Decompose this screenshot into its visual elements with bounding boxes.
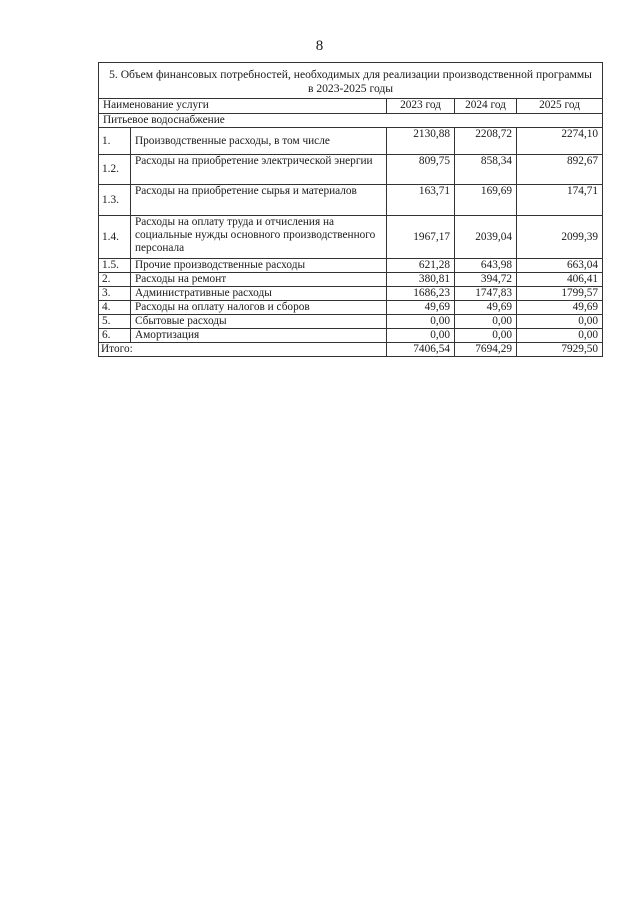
value-2024: 0,00	[455, 329, 517, 343]
row-number: 4.	[99, 301, 131, 315]
row-name: Расходы на оплату налогов и сборов	[131, 301, 387, 315]
table-title-row	[99, 63, 603, 99]
value-2024: 2039,04	[455, 216, 517, 259]
group-row	[99, 114, 603, 128]
group-label: Питьевое водоснабжение	[99, 114, 603, 128]
row-name: Сбытовые расходы	[131, 315, 387, 329]
value-2023: 380,81	[387, 273, 455, 287]
row-name: Расходы на ремонт	[131, 273, 387, 287]
financial-needs-table	[98, 62, 603, 357]
value-2023: 809,75	[387, 155, 455, 185]
year-2024-header: 2024 год	[455, 99, 517, 114]
row-number: 5.	[99, 315, 131, 329]
value-2025: 2099,39	[517, 216, 603, 259]
row-name: Расходы на приобретение электрической энергии	[131, 155, 387, 185]
table-row	[99, 259, 603, 273]
section-title: 5. Объем финансовых потребностей, необходимых для реализации производственной программы в 2023-2025 годы	[99, 63, 603, 99]
value-2023: 1967,17	[387, 216, 455, 259]
total-2023: 7406,54	[387, 343, 455, 357]
table-row	[99, 301, 603, 315]
row-number: 2.	[99, 273, 131, 287]
total-2025: 7929,50	[517, 343, 603, 357]
value-2025: 0,00	[517, 315, 603, 329]
value-2024: 49,69	[455, 301, 517, 315]
value-2024: 394,72	[455, 273, 517, 287]
table-row	[99, 155, 603, 185]
value-2024: 2208,72	[455, 128, 517, 155]
value-2025: 174,71	[517, 185, 603, 216]
table-row	[99, 329, 603, 343]
table-row	[99, 128, 603, 155]
table-row	[99, 273, 603, 287]
row-name: Производственные расходы, в том числе	[131, 128, 387, 155]
value-2023: 0,00	[387, 315, 455, 329]
row-number: 1.	[99, 128, 131, 155]
year-2023-header: 2023 год	[387, 99, 455, 114]
value-2025: 49,69	[517, 301, 603, 315]
total-2024: 7694,29	[455, 343, 517, 357]
table-row	[99, 185, 603, 216]
total-label: Итого:	[99, 343, 387, 357]
value-2023: 1686,23	[387, 287, 455, 301]
value-2025: 1799,57	[517, 287, 603, 301]
value-2024: 1747,83	[455, 287, 517, 301]
value-2025: 2274,10	[517, 128, 603, 155]
row-name: Амортизация	[131, 329, 387, 343]
table-row	[99, 287, 603, 301]
value-2023: 2130,88	[387, 128, 455, 155]
table-row	[99, 315, 603, 329]
value-2025: 663,04	[517, 259, 603, 273]
value-2025: 406,41	[517, 273, 603, 287]
row-number: 6.	[99, 329, 131, 343]
total-row	[99, 343, 603, 357]
value-2023: 0,00	[387, 329, 455, 343]
value-2025: 892,67	[517, 155, 603, 185]
service-column-header: Наименование услуги	[99, 99, 387, 114]
table-header-row	[99, 99, 603, 114]
value-2024: 169,69	[455, 185, 517, 216]
row-number: 1.2.	[99, 155, 131, 185]
row-name: Расходы на приобретение сырья и материалов	[131, 185, 387, 216]
row-number: 1.4.	[99, 216, 131, 259]
value-2024: 858,34	[455, 155, 517, 185]
table-row	[99, 216, 603, 259]
value-2023: 49,69	[387, 301, 455, 315]
value-2023: 621,28	[387, 259, 455, 273]
value-2023: 163,71	[387, 185, 455, 216]
value-2025: 0,00	[517, 329, 603, 343]
row-name: Прочие производственные расходы	[131, 259, 387, 273]
row-number: 1.5.	[99, 259, 131, 273]
value-2024: 643,98	[455, 259, 517, 273]
year-2025-header: 2025 год	[517, 99, 603, 114]
row-name: Административные расходы	[131, 287, 387, 301]
row-number: 3.	[99, 287, 131, 301]
page-number: 8	[315, 38, 324, 54]
value-2024: 0,00	[455, 315, 517, 329]
row-name: Расходы на оплату труда и отчисления на социальные нужды основного производственного персонала	[131, 216, 387, 259]
row-number: 1.3.	[99, 185, 131, 216]
